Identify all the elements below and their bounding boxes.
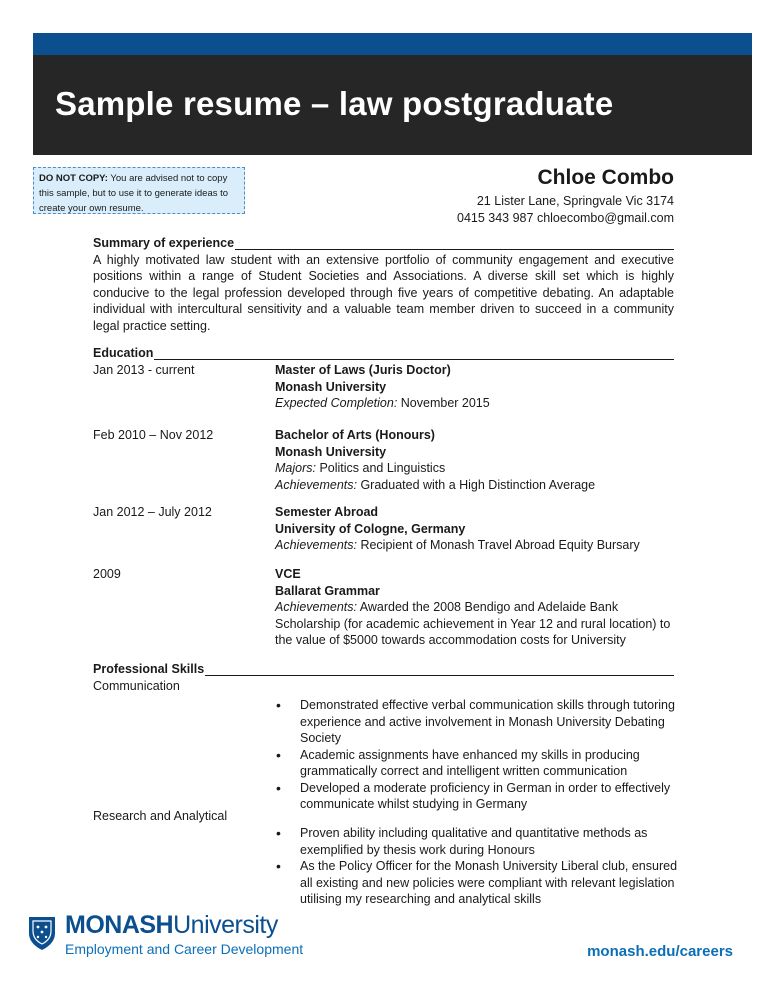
logo-university-text: University (173, 911, 278, 939)
education-info (275, 362, 685, 412)
list-item: • Demonstrated effective verbal communication skills through tutoring experience and active involvement in Monash University Debating Society (280, 697, 680, 747)
skill-category-research: Research and Analytical (93, 809, 228, 823)
education-heading-text: Education (93, 346, 154, 360)
summary-text: A highly motivated law student with an extensive portfolio of community engagement and executive positions within a range of Student Societies and Associations. A diverse skill set which is highly conducive to the legal profession developed through five years of competitive debating. An adaptable individual with intercultural sensitivity and a valuable team member driven to succeed in a community legal practice setting. (93, 252, 674, 333)
detail-label: Achievements: (275, 477, 357, 492)
do-not-copy-notice (33, 167, 245, 214)
education-detail (275, 460, 685, 477)
candidate-address: 21 Lister Lane, Springvale Vic 3174 (476, 194, 674, 208)
education-date: 2009 (93, 567, 121, 581)
detail-label: Achievements: (275, 538, 357, 552)
logo-monash-text: MONASH (65, 911, 174, 939)
communication-skill-list (280, 697, 680, 813)
detail-label: Achievements: (275, 600, 357, 614)
education-date: Jan 2012 – July 2012 (93, 505, 212, 519)
detail-value: Graduated with a High Distinction Average (356, 477, 596, 492)
education-degree: Semester Abroad (275, 505, 379, 519)
heading-rule (205, 675, 674, 676)
skill-category-communication: Communication (93, 679, 180, 693)
summary-heading (93, 235, 674, 252)
detail-value: Politics and Linguistics (315, 461, 446, 475)
detail-value: November 2015 (397, 396, 490, 410)
list-item: • Developed a moderate proficiency in German in order to effectively communicate whilst studying in Germany (280, 780, 680, 813)
logo-wordmark (65, 911, 278, 940)
top-accent-bar (33, 33, 752, 55)
notice-label: DO NOT COPY: (39, 173, 108, 184)
education-institution: University of Cologne, Germany (275, 521, 466, 536)
skills-heading-text: Professional Skills (93, 662, 205, 676)
careers-url[interactable]: monash.edu/careers (587, 943, 733, 960)
logo-subtitle: Employment and Career Development (65, 941, 304, 957)
detail-label: Majors: (275, 461, 316, 475)
education-achievement (275, 477, 685, 494)
education-degree: Bachelor of Arts (Honours) (275, 428, 435, 442)
summary-heading-text: Summary of experience (93, 236, 235, 250)
education-info (275, 504, 685, 554)
education-detail (275, 537, 685, 554)
candidate-name: Chloe Combo (537, 166, 674, 189)
education-institution: Monash University (275, 379, 387, 394)
education-detail (275, 395, 685, 412)
education-heading-row (93, 345, 674, 362)
education-heading (93, 345, 674, 362)
detail-value: Recipient of Monash Travel Abroad Equity Bursary (356, 538, 640, 552)
contact-block (457, 193, 674, 226)
education-degree: VCE (275, 567, 301, 581)
education-institution: Ballarat Grammar (275, 583, 380, 598)
education-date: Jan 2013 - current (93, 363, 195, 377)
list-item: • Proven ability including qualitative and quantitative methods as exemplified by thesis work during Honours (280, 825, 680, 858)
skills-heading (93, 661, 674, 678)
list-item: • Academic assignments have enhanced my skills in producing grammatically correct and intelligent written communication (280, 747, 680, 780)
education-info (275, 427, 685, 493)
heading-rule (154, 359, 674, 360)
detail-label: Expected Completion: (275, 396, 398, 410)
education-detail (275, 599, 685, 649)
education-date: Feb 2010 – Nov 2012 (93, 428, 214, 442)
summary-section (93, 235, 674, 334)
notice-text: You are advised not to copy this sample, but to use it to generate ideas to create your own resume. (39, 173, 229, 214)
title-banner (33, 55, 752, 155)
education-institution: Monash University (275, 444, 387, 459)
monash-crest-icon (27, 915, 57, 951)
detail-value: Awarded the 2008 Bendigo and Adelaide Bank Scholarship (for academic achievement in Year 12 and rural location) to the value of $5000 towards accommodation costs for University (275, 600, 671, 647)
page-title: Sample resume – law postgraduate (55, 85, 614, 122)
candidate-contact: 0415 343 987 chloecombo@gmail.com (457, 210, 674, 225)
education-degree: Master of Laws (Juris Doctor) (275, 363, 451, 377)
research-skill-list (280, 825, 680, 908)
skills-heading-row (93, 661, 674, 678)
list-item: • As the Policy Officer for the Monash University Liberal club, ensured all existing and new policies were compliant with relevant legislation utilising my researching and analytical skills (280, 858, 680, 908)
heading-rule (235, 249, 674, 250)
education-info (275, 566, 685, 649)
